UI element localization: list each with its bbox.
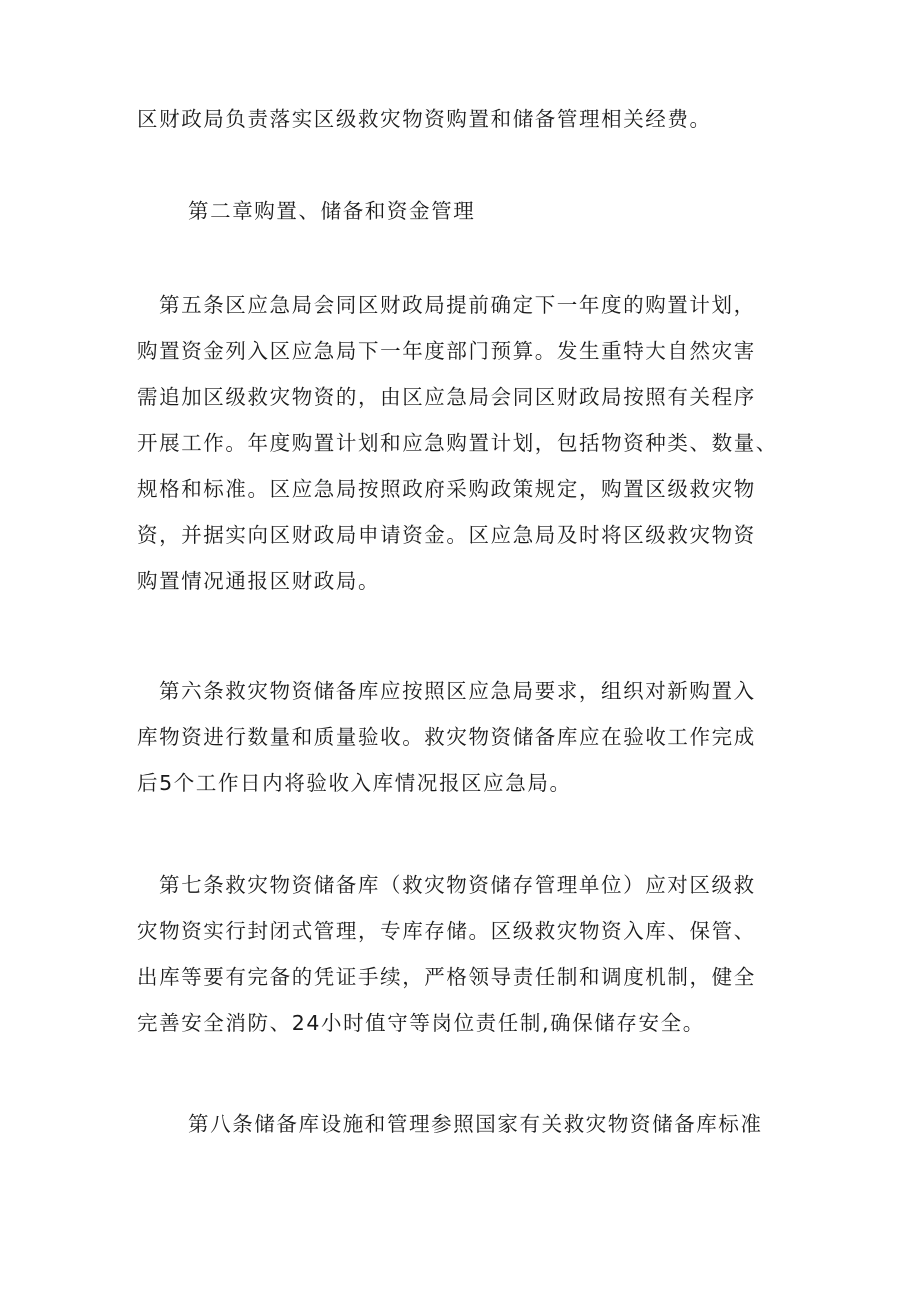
article-5 (137, 282, 778, 604)
text-line: 区财政局负责落实区级救灾物资购置和储备管理相关经费。 (137, 107, 712, 131)
text-line: 第八条储备库设施和管理参照国家有关救灾物资储备库标准 (188, 1112, 763, 1136)
text-line: 后5个工作日内将验收入库情况报区应急局。 (137, 771, 572, 795)
text-line: 完善安全消防、24小时值守等岗位责任制,确保储存安全。 (137, 1011, 705, 1035)
chapter-heading: 第二章购置、储备和资金管理 (188, 199, 476, 223)
text-line: 购置情况通报区财政局。 (137, 569, 381, 593)
paragraph-funding (137, 96, 712, 142)
text-line: 资，并据实向区财政局申请资金。区应急局及时将区级救灾物资 (137, 523, 756, 547)
article-6 (137, 668, 756, 806)
text-line: 库物资进行数量和质量验收。救灾物资储备库应在验收工作完成 (137, 725, 756, 749)
text-line: 第六条救灾物资储备库应按照区应急局要求，组织对新购置入 (159, 679, 756, 703)
text-line: 购置资金列入区应急局下一年度部门预算。发生重特大自然灾害 (137, 339, 756, 363)
article-8 (188, 1101, 763, 1147)
text-line: 开展工作。年度购置计划和应急购置计划，包括物资种类、数量、 (137, 431, 778, 455)
text-line: 灾物资实行封闭式管理，专库存储。区级救灾物资入库、保管、 (137, 919, 756, 943)
text-line: 出库等要有完备的凭证手续，严格领导责任制和调度机制，健全 (137, 965, 756, 989)
text-line: 第五条区应急局会同区财政局提前确定下一年度的购置计划， (159, 293, 756, 317)
text-line: 需追加区级救灾物资的，由区应急局会同区财政局按照有关程序 (137, 385, 756, 409)
text-line: 规格和标准。区应急局按照政府采购政策规定，购置区级救灾物 (137, 477, 756, 501)
text-line: 第七条救灾物资储备库（救灾物资储存管理单位）应对区级救 (159, 873, 756, 897)
article-7 (137, 862, 756, 1046)
